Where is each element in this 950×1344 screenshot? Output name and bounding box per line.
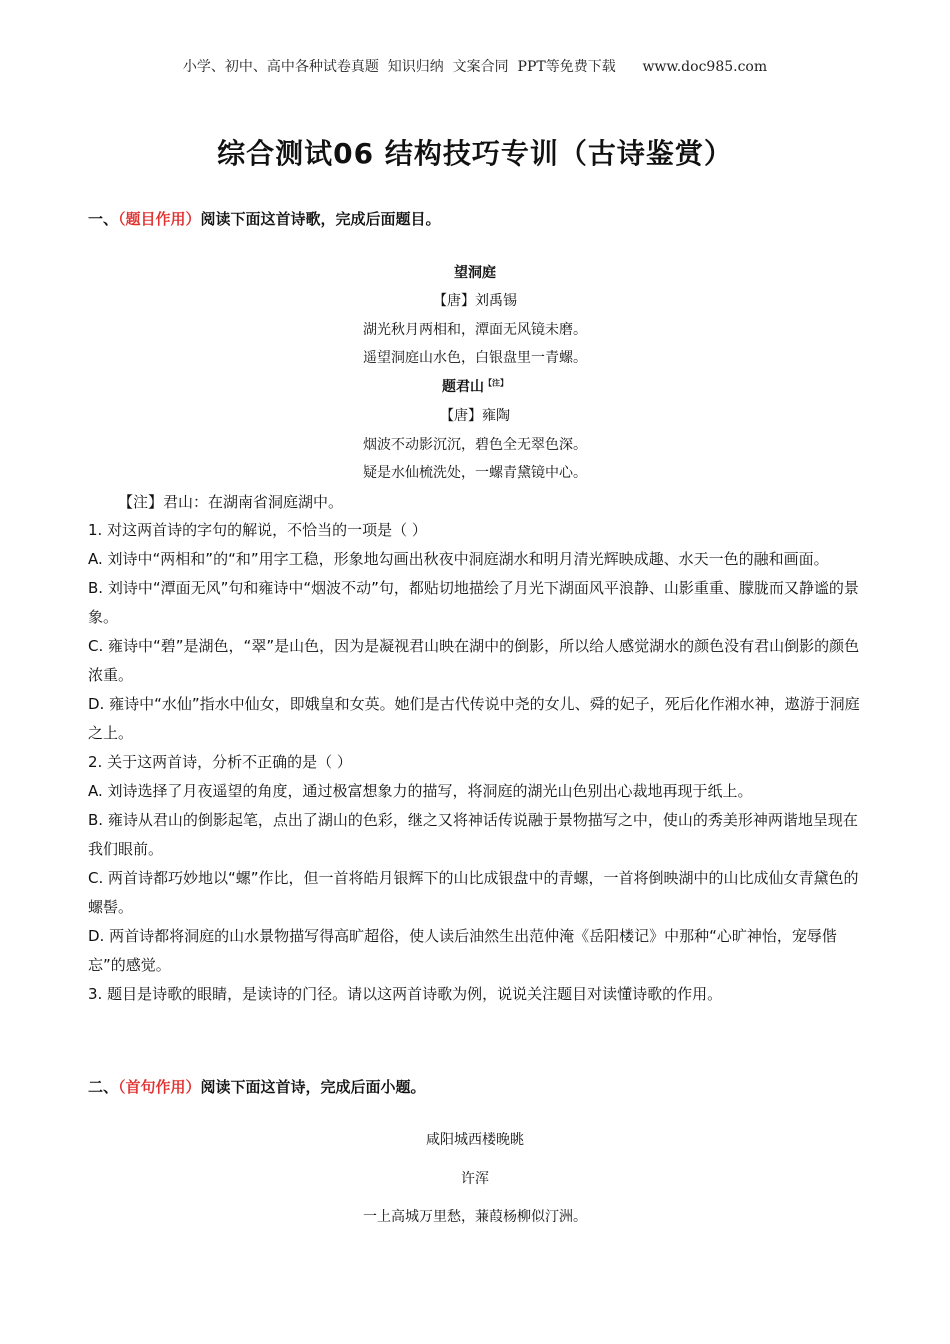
poem-2-title: 题君山 bbox=[442, 379, 484, 395]
section-2-heading bbox=[88, 1076, 426, 1097]
section-2-tag: （首句作用） bbox=[118, 1078, 201, 1096]
section-1-instruction: 阅读下面这首诗歌，完成后面题目。 bbox=[200, 210, 441, 228]
poem-1-line-1: 湖光秋月两相和，潭面无风镜未磨。 bbox=[363, 322, 587, 338]
poem-1-line-2: 遥望洞庭山水色，白银盘里一青螺。 bbox=[363, 350, 587, 366]
poem-2-line-2: 疑是水仙梳洗处，一螺青黛镜中心。 bbox=[363, 465, 587, 481]
section-2-prefix: 二、 bbox=[88, 1078, 119, 1096]
poem-2-author: 【唐】雍陶 bbox=[440, 408, 510, 424]
section-1-tag: （题目作用） bbox=[118, 210, 201, 228]
page-header: 小学、初中、高中各种试卷真题 知识归纳 文案合同 PPT等免费下载 www.doc985.com bbox=[182, 59, 768, 75]
question-2-option-c: C. 两首诗都巧妙地以“螺”作比，但一首将皓月银辉下的山比成银盘中的青螺，一首将倒映湖中的山比成仙女青黛色的螺髻。 bbox=[88, 869, 859, 916]
poem-1-title: 望洞庭 bbox=[454, 265, 496, 281]
poem-3-author: 许浑 bbox=[461, 1171, 489, 1187]
question-1-option-b: B. 刘诗中“潭面无风”句和雍诗中“烟波不动”句，都贴切地描绘了月光下湖面风平浪静、山影重重、朦胧而又静谧的景象。 bbox=[88, 579, 859, 626]
question-2-option-d: D. 两首诗都将洞庭的山水景物描写得高旷超俗，使人读后油然生出范仲淹《岳阳楼记》中那种“心旷神怡，宠辱偕忘”的感觉。 bbox=[88, 927, 837, 974]
poem-2-note-mark: 【注】 bbox=[484, 377, 508, 388]
question-2-stem: 2. 关于这两首诗，分析不正确的是（ ） bbox=[88, 753, 352, 771]
poem-3-line-1: 一上高城万里愁，蒹葭杨柳似汀洲。 bbox=[363, 1209, 587, 1225]
question-2-option-a: A. 刘诗选择了月夜遥望的角度，通过极富想象力的描写，将洞庭的湖光山色别出心裁地再现于纸上。 bbox=[88, 782, 753, 800]
section-1-heading bbox=[88, 208, 441, 229]
question-1-option-d: D. 雍诗中“水仙”指水中仙女，即娥皇和女英。她们是古代传说中尧的女儿、舜的妃子，死后化作湘水神，遨游于洞庭之上。 bbox=[88, 695, 860, 742]
section-2-instruction: 阅读下面这首诗，完成后面小题。 bbox=[200, 1078, 426, 1096]
poem-2-line-1: 烟波不动影沉沉，碧色全无翠色深。 bbox=[363, 437, 587, 453]
question-2-option-b: B. 雍诗从君山的倒影起笔，点出了湖山的色彩，继之又将神话传说融于景物描写之中，使山的秀美形神两谐地呈现在我们眼前。 bbox=[88, 811, 858, 858]
page-title: 综合测试06 结构技巧专训（古诗鉴赏） bbox=[217, 137, 733, 170]
poem-3-title: 咸阳城西楼晚眺 bbox=[426, 1132, 524, 1148]
section-1-prefix: 一、 bbox=[88, 210, 119, 228]
poem-2-title-wrap bbox=[0, 376, 950, 396]
question-1-stem: 1. 对这两首诗的字句的解说，不恰当的一项是（ ） bbox=[88, 521, 427, 539]
poem-1-author: 【唐】刘禹锡 bbox=[433, 293, 517, 309]
question-1-option-a: A. 刘诗中“两相和”的“和”用字工稳，形象地勾画出秋夜中洞庭湖水和明月清光辉映成趣、水天一色的融和画面。 bbox=[88, 550, 829, 568]
question-1 bbox=[88, 516, 863, 1009]
question-3: 3. 题目是诗歌的眼睛，是读诗的门径。请以这两首诗歌为例，说说关注题目对读懂诗歌的作用。 bbox=[88, 985, 723, 1003]
poem-note: 【注】君山：在湖南省洞庭湖中。 bbox=[118, 493, 344, 511]
question-1-option-c: C. 雍诗中“碧”是湖色，“翠”是山色，因为是凝视君山映在湖中的倒影，所以给人感觉湖水的颜色没有君山倒影的颜色浓重。 bbox=[88, 637, 860, 684]
